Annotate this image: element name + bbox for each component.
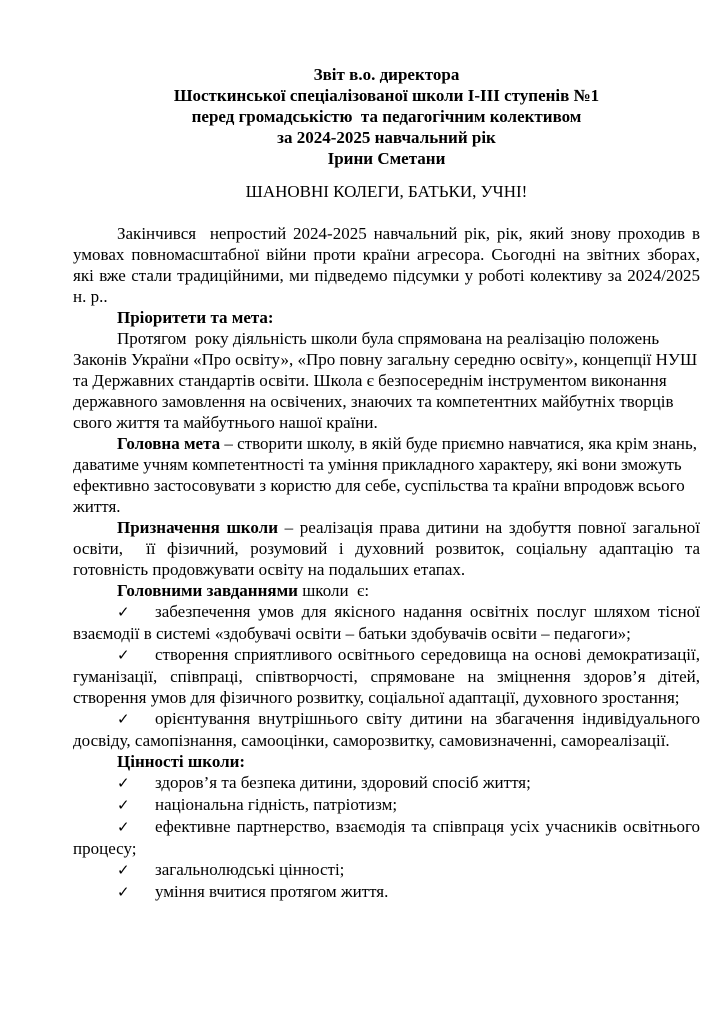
report-title [73,64,700,169]
check-icon: ✓ [117,796,130,814]
intro-paragraph: Закінчився непростий 2024-2025 навчальний рік, рік, який знову проходив в умовах повномасштабної війни проти країни агресора. Сьогодні на звітних зборах, які вже стали традиційними, ми підведемо підсумки у роботі колективу за 2024/2025 н. р.. [73,224,700,306]
task-item [73,644,700,708]
check-icon: ✓ [117,774,130,792]
values-heading: Цінності школи: [117,752,246,771]
title-line-2: Шосткинської спеціалізованої школи І-ІІІ ступенів №1 [173,86,600,105]
purpose-paragraph [73,517,700,580]
value-item [73,794,700,816]
tasks-text: школи є: [297,581,370,600]
priorities-heading: Пріоритети та мета: [117,308,274,327]
task-item-text: створення сприятливого освітнього середовища на основі демократизації, гуманізації, співпраці, співтворчості, спрямоване на зміцнення здоров’я дітей, створення умов для фізичного розвитку, соціальної адаптації, духовного зростання; [73,645,700,707]
check-icon: ✓ [117,710,130,728]
check-icon: ✓ [117,883,130,901]
tasks-intro-paragraph [73,580,700,601]
task-item-text: забезпечення умов для якісного надання освітніх послуг шляхом тісної взаємодії в системі «здобувачі освіти – батьки здобувачів освіти – педагоги»; [73,602,700,643]
main-goal-text: – створити школу, в якій буде приємно навчатися, яка крім знань, даватиме учням компетентності та уміння прикладного характеру, які вони зможуть ефективно застосовувати з користю для себе, суспільства та країни впродовж всього життя. [73,434,697,516]
main-goal-label: Головна мета [117,434,221,453]
value-item [73,881,700,903]
value-item-text: загальнолюдські цінності; [155,860,345,879]
check-icon: ✓ [117,646,130,664]
value-item-text: здоров’я та безпека дитини, здоровий спосіб життя; [155,773,531,792]
purpose-text: – реалізація права дитини на здобуття повної загальної освіти, її фізичний, розумовий і духовний розвиток, соціальну адаптацію та готовність продовжувати освіту на подальших етапах. [73,518,700,579]
title-line-3: перед громадськістю та педагогічним колективом [191,107,582,126]
check-icon: ✓ [117,603,130,621]
task-item [73,708,700,751]
title-line-1: Звіт в.о. директора [313,65,460,84]
value-item-text: ефективне партнерство, взаємодія та співпраця усіх учасників освітнього процесу; [73,817,700,858]
check-icon: ✓ [117,818,130,836]
title-line-5: Ірини Сметани [327,149,446,168]
salutation: ШАНОВНІ КОЛЕГИ, БАТЬКИ, УЧНІ! [245,182,528,201]
value-item [73,772,700,794]
main-goal-paragraph [73,433,700,517]
tasks-label: Головними завданнями [117,581,298,600]
value-item-text: уміння вчитися протягом життя. [155,882,389,901]
purpose-label: Призначення школи [117,518,278,537]
task-item-text: орієнтування внутрішнього світу дитини на збагачення індивідуального досвіду, самопізнання, самооцінки, саморозвитку, самовизначенні, самореалізації. [73,709,700,750]
title-line-4: за 2024-2025 навчальний рік [277,128,496,147]
activity-paragraph: Протягом року діяльність школи була спрямована на реалізацію положень Законів України «Про освіту», «Про повну загальну середню освіту», концепції НУШ та Державних стандартів освіти. Школа є безпосереднім інструментом виконання державного замовлення на освічених, знаючих та компетентних майбутніх творців свого життя та майбутнього нашої країни. [73,329,698,432]
value-item [73,816,700,859]
check-icon: ✓ [117,861,130,879]
value-item [73,859,700,881]
task-item [73,601,700,644]
value-item-text: національна гідність, патріотизм; [155,795,398,814]
